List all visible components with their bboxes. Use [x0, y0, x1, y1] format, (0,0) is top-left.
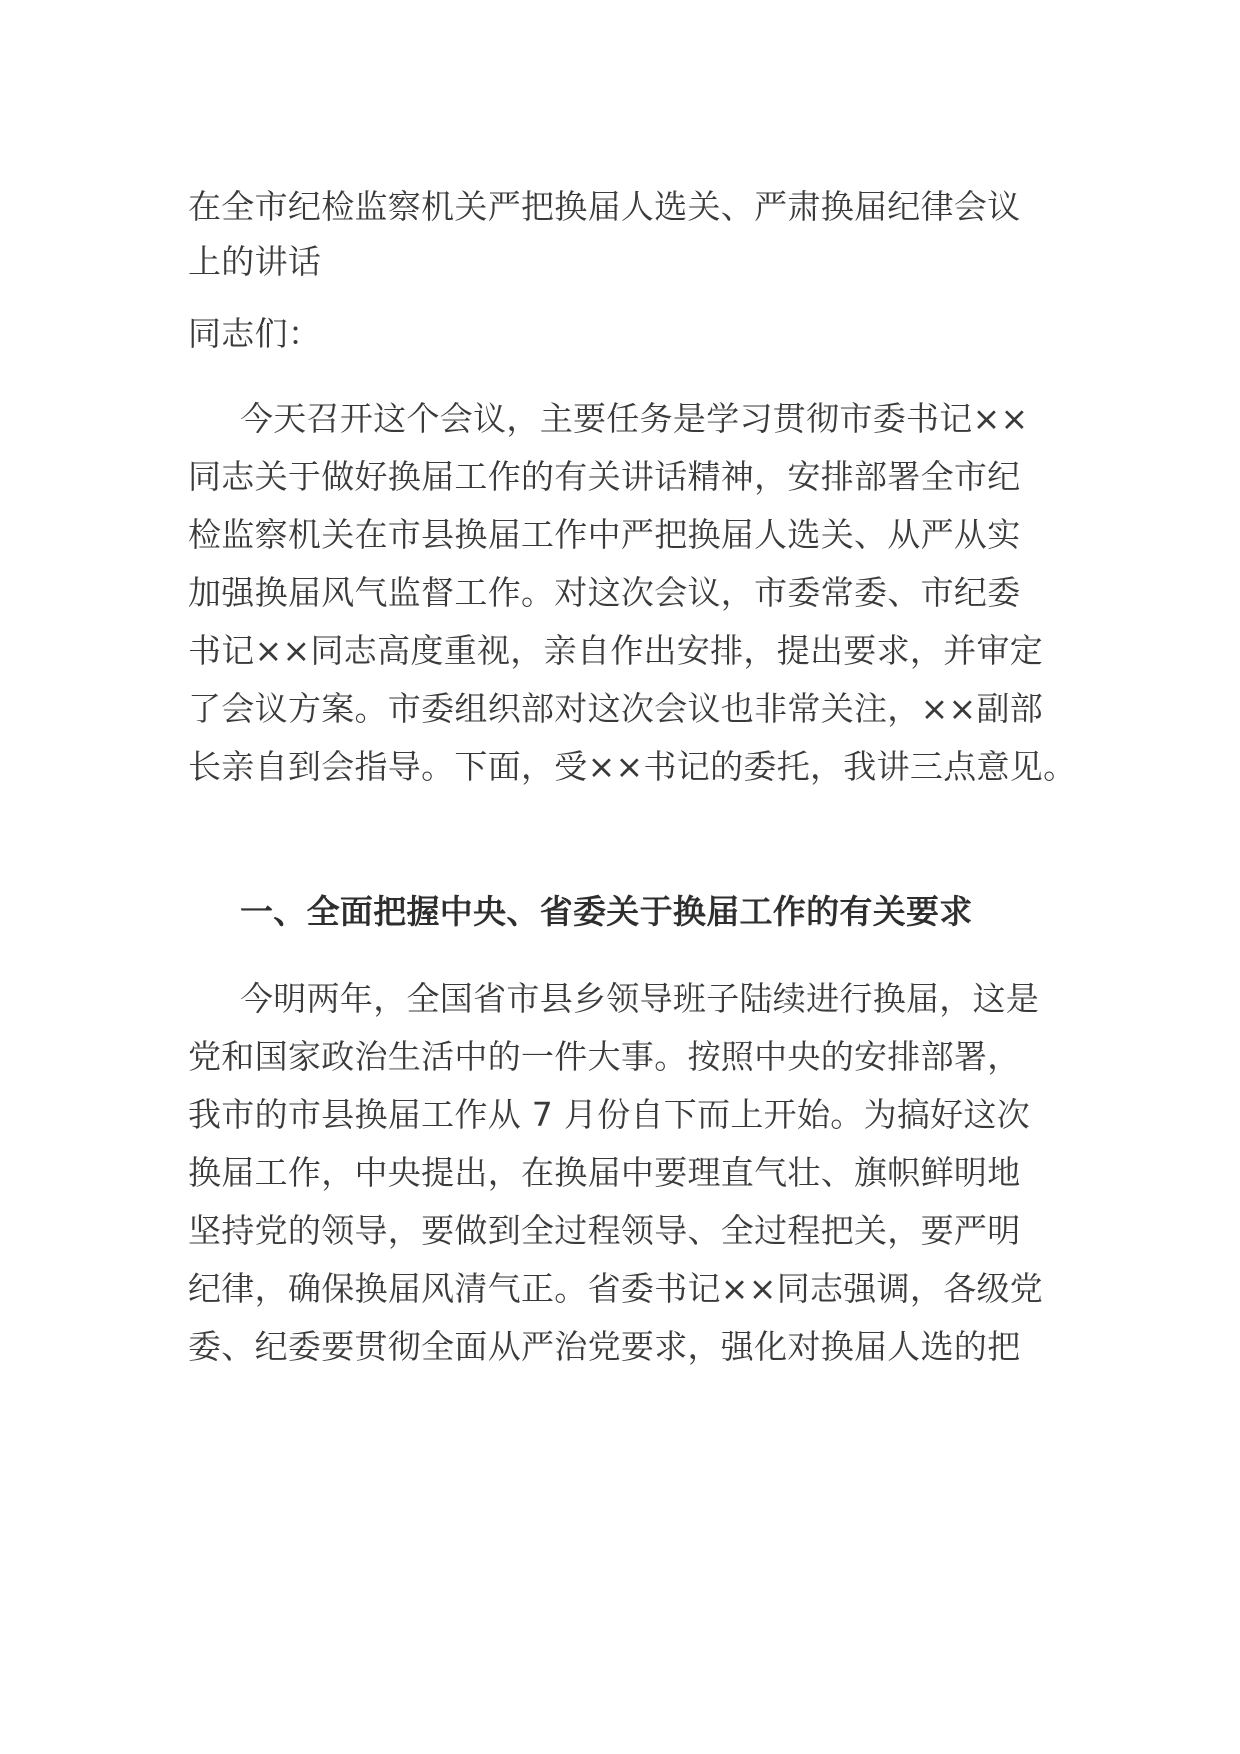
section-paragraph-line: 委、纪委要贯彻全面从严治党要求，强化对换届人选的把 [188, 1327, 1021, 1366]
intro-paragraph-line: 长亲自到会指导。下面，受××书记的委托，我讲三点意见。 [188, 747, 1077, 786]
section-heading: 一、全面把握中央、省委关于换届工作的有关要求 [240, 892, 973, 931]
section-paragraph-line: 党和国家政治生活中的一件大事。按照中央的安排部署， [188, 1037, 1021, 1076]
intro-paragraph-line: 今天召开这个会议，主要任务是学习贯彻市委书记×× [240, 399, 1029, 438]
section-paragraph-line: 坚持党的领导，要做到全过程领导、全过程把关，要严明 [188, 1211, 1021, 1250]
section-paragraph-line: 今明两年，全国省市县乡领导班子陆续进行换届，这是 [240, 979, 1040, 1018]
intro-paragraph-line: 同志关于做好换届工作的有关讲话精神，安排部署全市纪 [188, 457, 1021, 496]
document-title-line-1: 在全市纪检监察机关严把换届人选关、严肃换届纪律会议 [188, 187, 1021, 226]
section-paragraph-line: 纪律，确保换届风清气正。省委书记××同志强调，各级党 [188, 1269, 1044, 1308]
section-paragraph-line: 换届工作，中央提出，在换届中要理直气壮、旗帜鲜明地 [188, 1153, 1021, 1192]
section-paragraph-line: 我市的市县换届工作从 7 月份自下而上开始。为搞好这次 [188, 1095, 1031, 1134]
intro-paragraph-line: 加强换届风气监督工作。对这次会议，市委常委、市纪委 [188, 573, 1021, 612]
salutation: 同志们： [188, 314, 322, 353]
intro-paragraph-line: 了会议方案。市委组织部对这次会议也非常关注，××副部 [188, 689, 1044, 728]
intro-paragraph-line: 书记××同志高度重视，亲自作出安排，提出要求，并审定 [188, 631, 1044, 670]
intro-paragraph-line: 检监察机关在市县换届工作中严把换届人选关、从严从实 [188, 515, 1021, 554]
document-title-line-2: 上的讲话 [188, 242, 322, 281]
